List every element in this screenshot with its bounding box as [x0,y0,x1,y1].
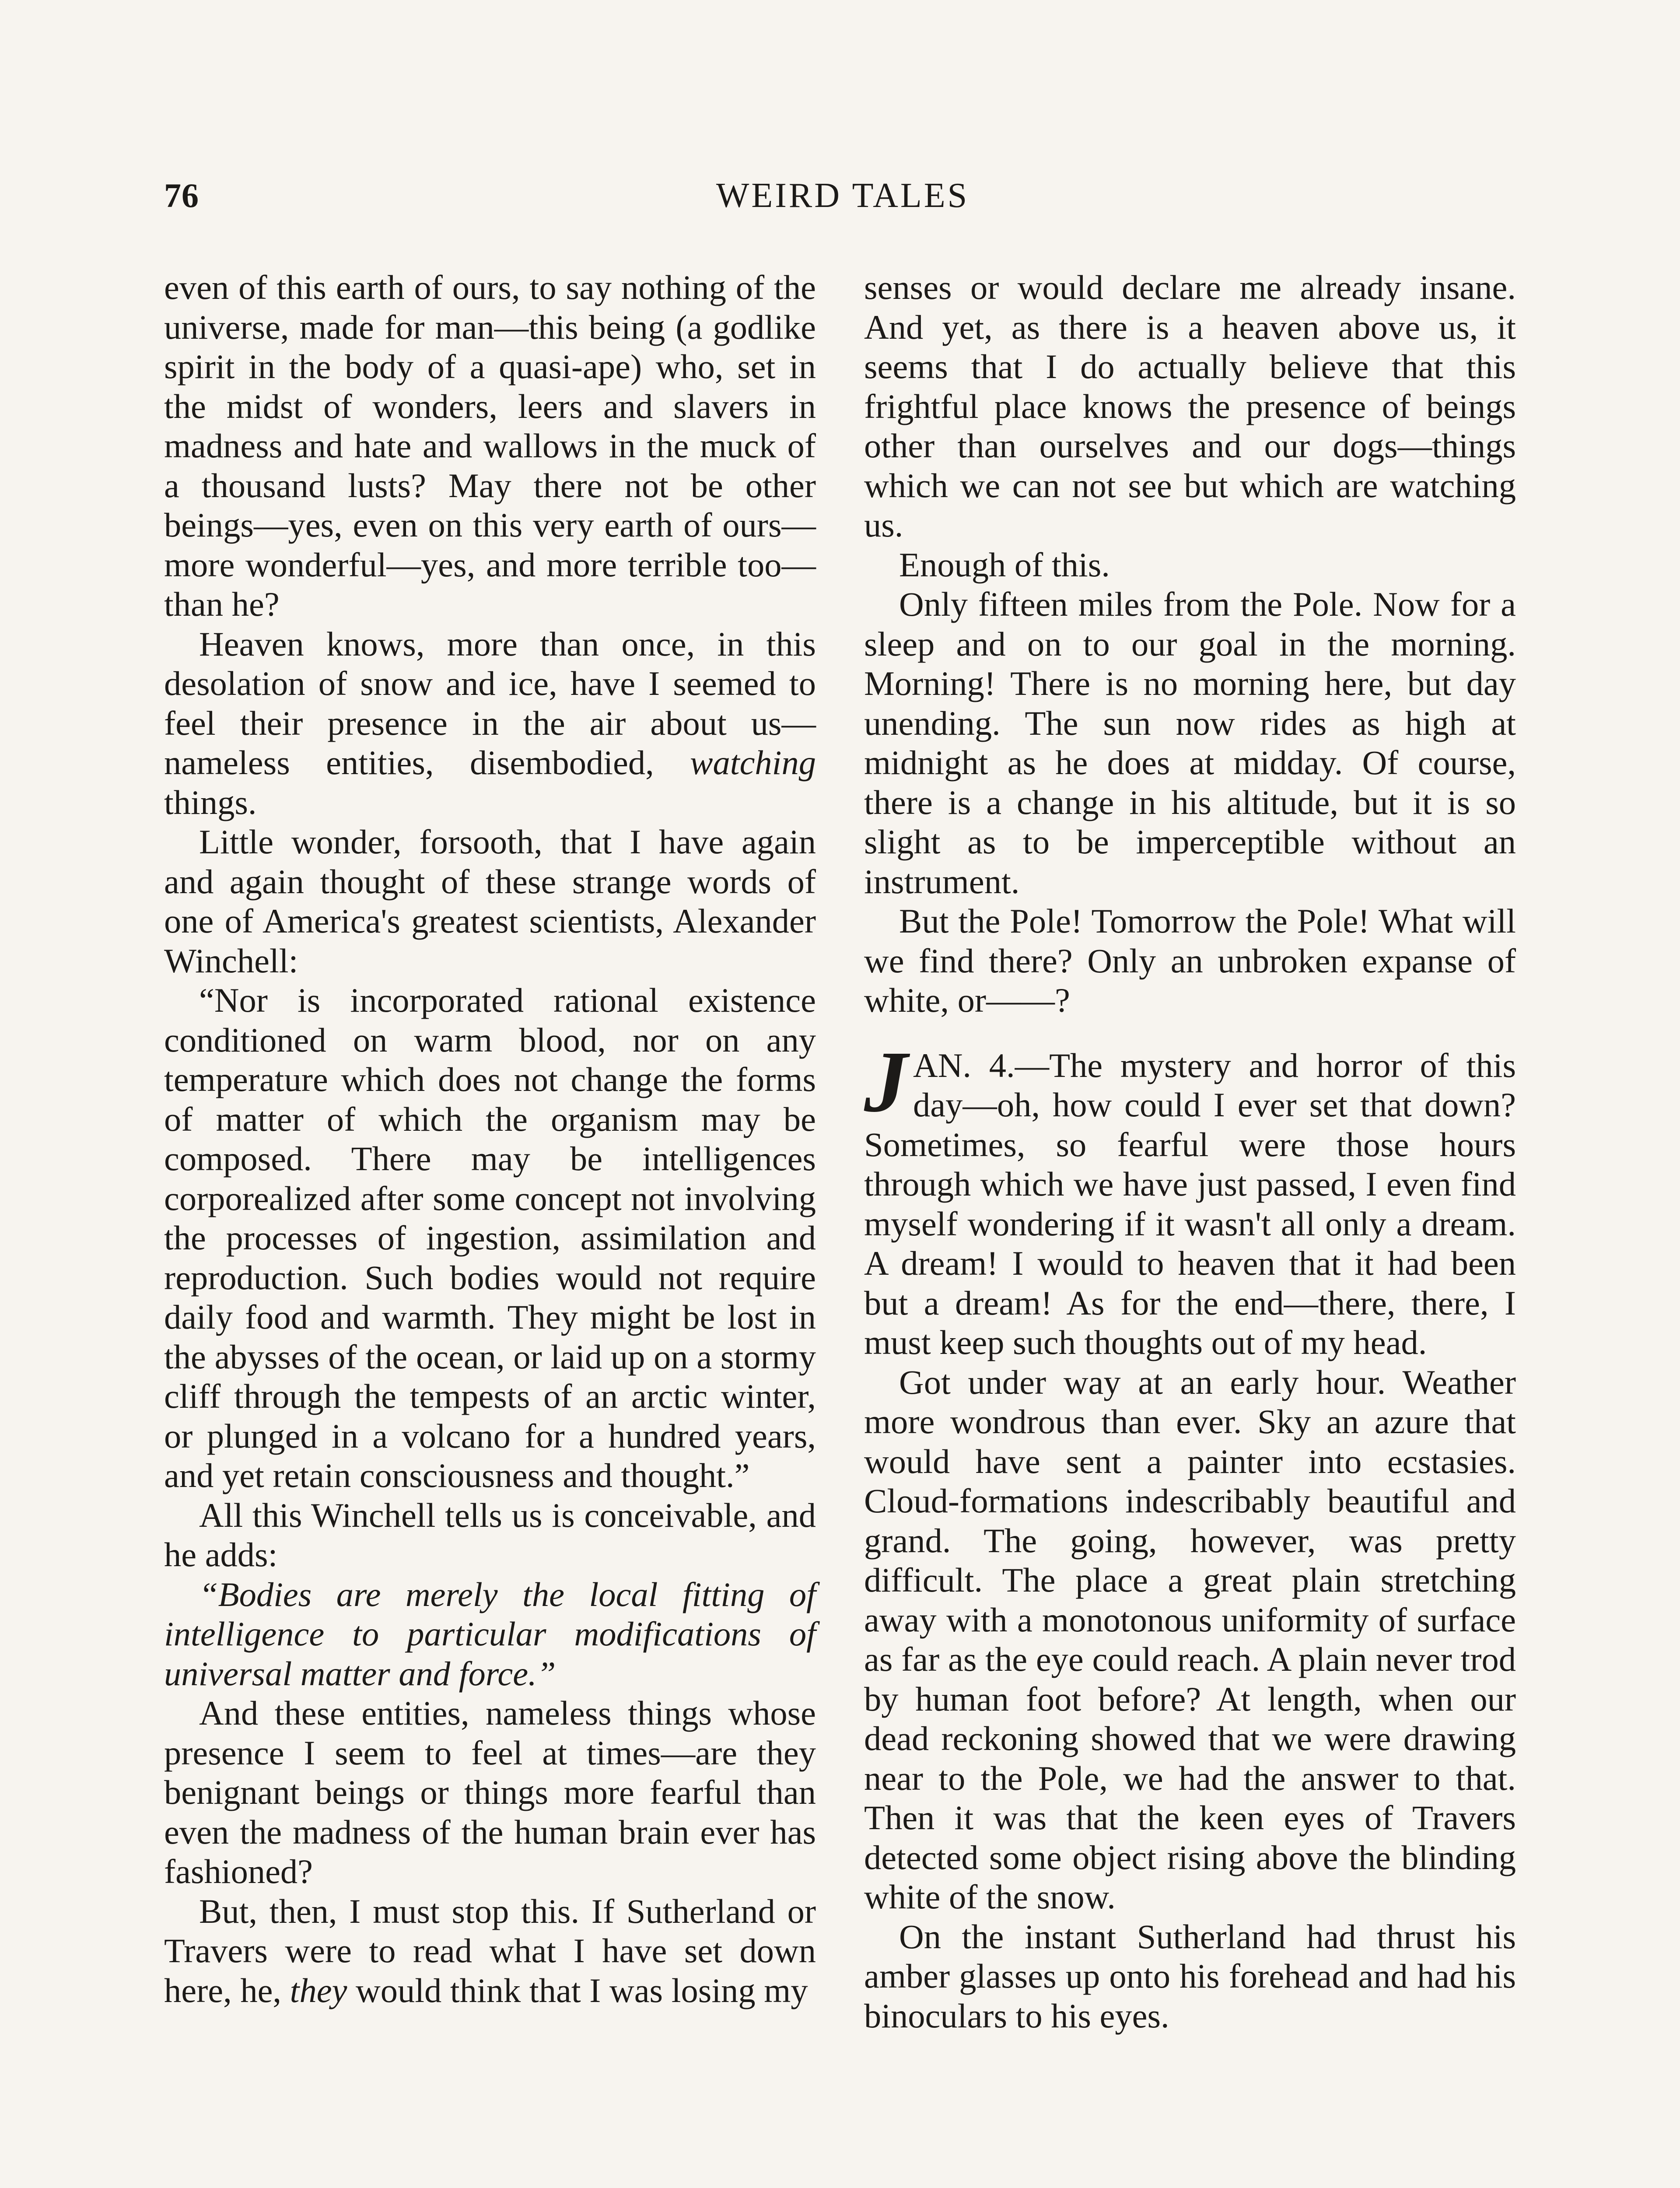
quotation-paragraph: “Nor is incorporated rational existence conditioned on warm blood, nor on any temperature which does not change the forms of matter of which the organism may be composed. There may be intelligences corporealized after some concept not involving the processes of ingestion, assimilation and reproduction. Such bodies would not require daily food and warmth. They might be lost in the abysses of the ocean, or laid up on a stormy cliff through the tempests of an arctic winter, or plunged in a volcano for a hundred years, and yet retain consciousness and thought.” [164,981,816,1494]
diary-entry-text: AN. 4.—The mystery and horror of this day—oh, how could I ever set that down? Sometimes, so fearful were those hours through which we have just passed, I even find myself wondering if it wasn't all only a dream. A dream! I would to heaven that it had been but a dream! As for the end—there, there, I must keep such thoughts out of my head. [864,1046,1516,1361]
paragraph: even of this earth of ours, to say nothing of the universe, made for man—this being (a godlike spirit in the body of a quasi-ape) who, set in the midst of wonders, leers and slavers in madness and hate and wallows in the muck of a thousand lusts? May there not be other beings—yes, even on this very earth of ours—more wonderful—yes, and more terrible too—than he? [164,268,816,623]
paragraph: Got under way at an early hour. Weather more wondrous than ever. Sky an azure that would have sent a painter into ecstasies. Cloud-formations indescribably beautiful and grand. The going, however, was pretty difficult. The place a great plain stretching away with a monotonous uniformity of surface as far as the eye could reach. A plain never trod by human foot before? At length, when our dead reckoning showed that we were drawing near to the Pole, we had the answer to that. Then it was that the keen eyes of Travers detected some object rising above the blinding white of the snow. [864,1363,1516,1916]
paragraph: Enough of this. [899,545,1110,584]
page-header [164,172,1521,220]
drop-cap: J [864,1033,908,1130]
emphasis: they [290,1971,347,2009]
paragraph: On the instant Sutherland had thrust his amber glasses up onto his forehead and had his binoculars to his eyes. [864,1917,1516,2035]
italic-quotation: “Bodies are merely the local fitting of intelligence to particular modifications of universal matter and force.” [164,1575,816,1693]
right-column [864,268,1516,2036]
paragraph: And these entities, nameless things whose presence I seem to feel at times—are they benignant beings or things more fearful than even the madness of the human brain ever has fashioned? [164,1694,816,1890]
paragraph: But the Pole! Tomorrow the Pole! What will we find there? Only an unbroken expanse of white, or——? [864,902,1516,1019]
paragraph: Heaven knows, more than once, in this desolation of snow and ice, have I seemed to feel their presence in the air about us—nameless entities, disembodied, watching things. [164,624,816,821]
paragraph: senses or would declare me already insane. And yet, as there is a heaven above us, it seems that I do actually believe that this frightful place knows the presence of beings other than ourselves and our dogs—things which we can not see but which are watching us. [864,268,1516,544]
paragraph: But, then, I must stop this. If Sutherland or Travers were to read what I have set down here, he, they would think that I was losing my [164,1892,816,2009]
running-head: WEIRD TALES [716,176,970,215]
page-number: 76 [164,176,199,214]
left-column [164,268,816,2010]
emphasis: watching [690,743,816,782]
paragraph: Little wonder, forsooth, that I have again and again thought of these strange words of one of America's greatest scientists, Alexander Winchell: [164,823,816,980]
paragraph: All this Winchell tells us is conceivable, and he adds: [164,1496,816,1574]
diary-entry-jan-4 [864,1033,1516,1363]
paragraph: Only fifteen miles from the Pole. Now for a sleep and on to our goal in the morning. Morning! There is no morning here, but day unending. The sun now rides as high at midnight as he does at midday. Of course, there is a change in his altitude, but it is so slight as to be imperceptible without an instrument. [864,585,1516,901]
